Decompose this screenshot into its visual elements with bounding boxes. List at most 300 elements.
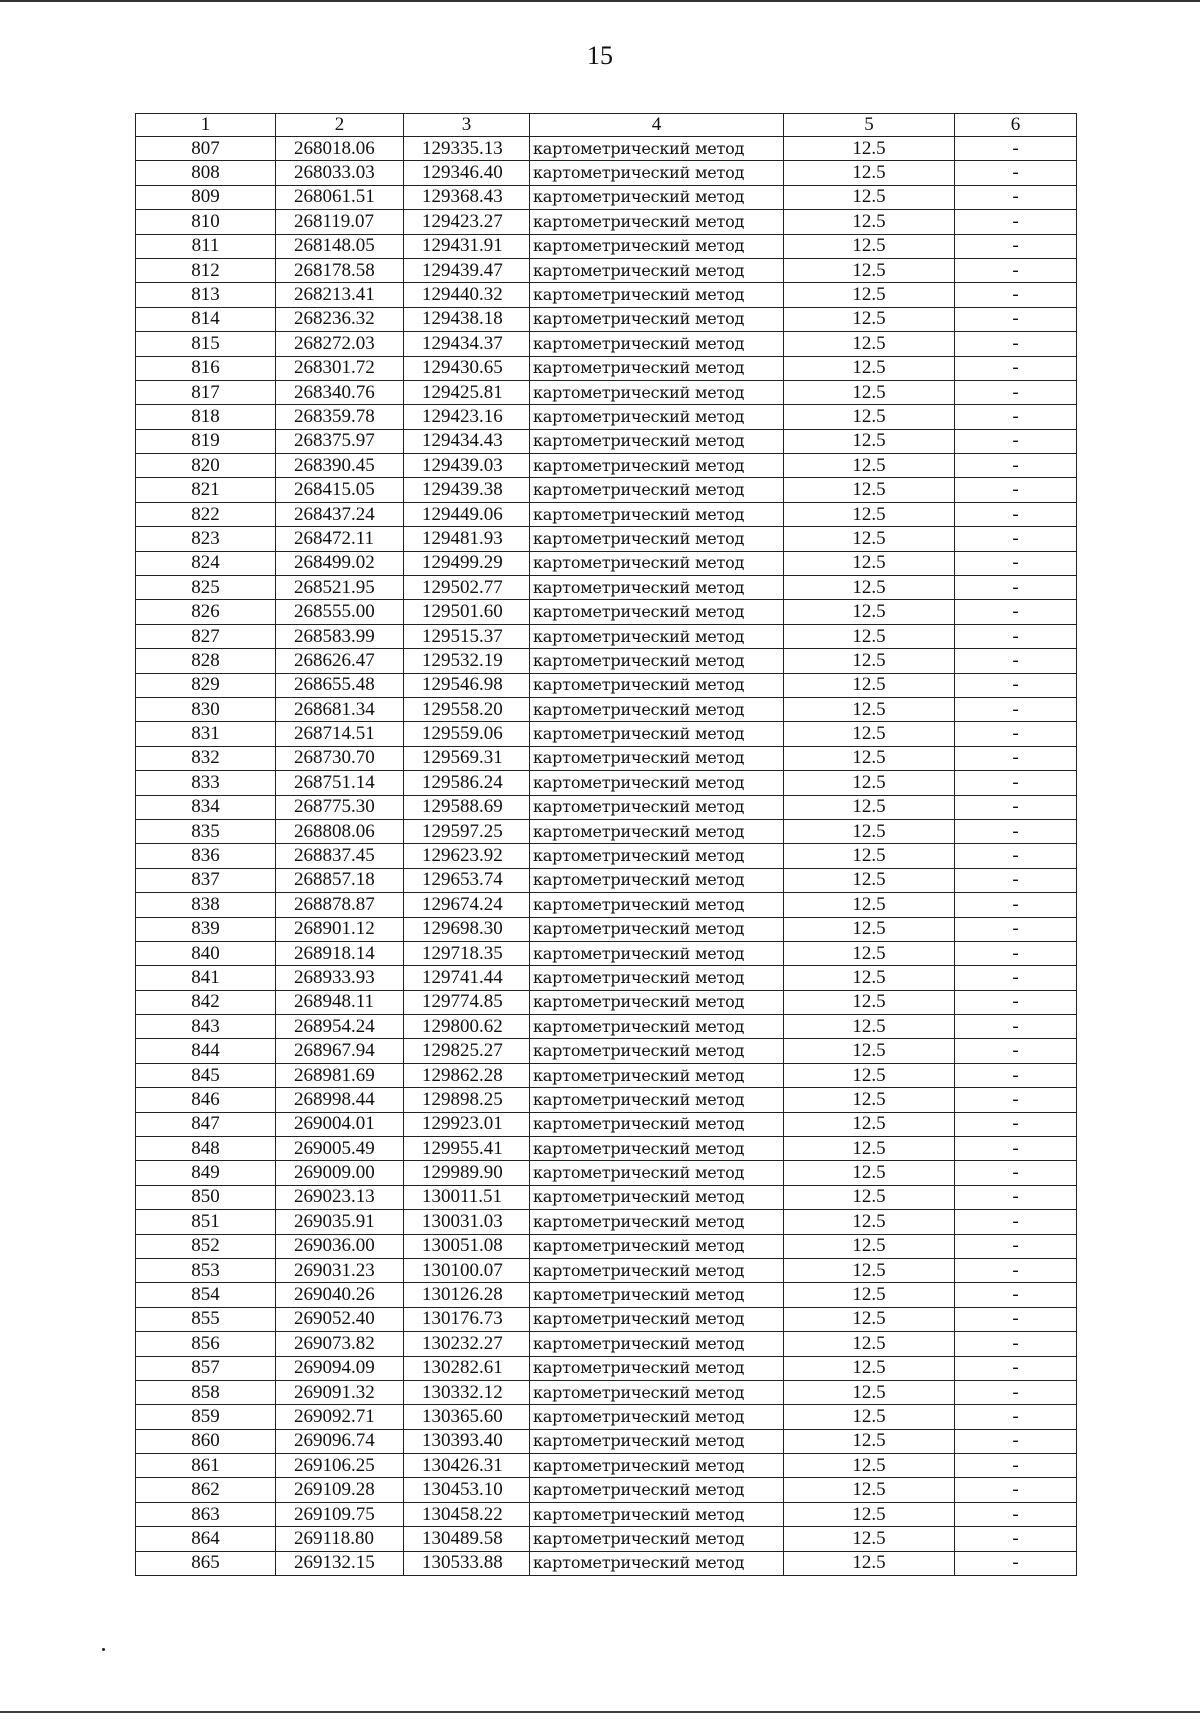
accuracy-cell: 12.5 <box>784 1063 955 1087</box>
method-cell: картометрический метод <box>530 1112 784 1136</box>
accuracy-cell: 12.5 <box>784 1112 955 1136</box>
accuracy-cell: 12.5 <box>784 356 955 380</box>
method-cell: картометрический метод <box>530 258 784 282</box>
table-row <box>136 673 1077 697</box>
method-cell: картометрический метод <box>530 1234 784 1258</box>
accuracy-cell: 12.5 <box>784 673 955 697</box>
x-coordinate-cell: 268236.32 <box>276 307 404 331</box>
note-cell: - <box>955 185 1077 209</box>
method-cell: картометрический метод <box>530 1063 784 1087</box>
y-coordinate-cell: 129862.28 <box>404 1063 530 1087</box>
note-cell: - <box>955 161 1077 185</box>
method-cell: картометрический метод <box>530 210 784 234</box>
point-number-cell: 810 <box>136 210 276 234</box>
x-coordinate-cell: 268730.70 <box>276 746 404 770</box>
y-coordinate-cell: 129653.74 <box>404 868 530 892</box>
x-coordinate-cell: 268808.06 <box>276 819 404 843</box>
accuracy-cell: 12.5 <box>784 185 955 209</box>
accuracy-cell: 12.5 <box>784 1405 955 1429</box>
method-cell: картометрический метод <box>530 649 784 673</box>
y-coordinate-cell: 129439.03 <box>404 454 530 478</box>
accuracy-cell: 12.5 <box>784 234 955 258</box>
table-row <box>136 893 1077 917</box>
x-coordinate-cell: 268119.07 <box>276 210 404 234</box>
point-number-cell: 826 <box>136 600 276 624</box>
point-number-cell: 827 <box>136 624 276 648</box>
point-number-cell: 818 <box>136 405 276 429</box>
table-row <box>136 1283 1077 1307</box>
note-cell: - <box>955 917 1077 941</box>
method-cell: картометрический метод <box>530 185 784 209</box>
note-cell: - <box>955 527 1077 551</box>
y-coordinate-cell: 130365.60 <box>404 1405 530 1429</box>
method-cell: картометрический метод <box>530 356 784 380</box>
y-coordinate-cell: 129335.13 <box>404 137 530 161</box>
method-cell: картометрический метод <box>530 1137 784 1161</box>
x-coordinate-cell: 268415.05 <box>276 478 404 502</box>
y-coordinate-cell: 130282.61 <box>404 1356 530 1380</box>
point-number-cell: 820 <box>136 454 276 478</box>
method-cell: картометрический метод <box>530 429 784 453</box>
point-number-cell: 849 <box>136 1161 276 1185</box>
accuracy-cell: 12.5 <box>784 1454 955 1478</box>
accuracy-cell: 12.5 <box>784 771 955 795</box>
note-cell: - <box>955 990 1077 1014</box>
method-cell: картометрический метод <box>530 1161 784 1185</box>
point-number-cell: 858 <box>136 1380 276 1404</box>
method-cell: картометрический метод <box>530 1405 784 1429</box>
accuracy-cell: 12.5 <box>784 1527 955 1551</box>
y-coordinate-cell: 129532.19 <box>404 649 530 673</box>
table-row <box>136 380 1077 404</box>
note-cell: - <box>955 1551 1077 1575</box>
table-row <box>136 1551 1077 1575</box>
note-cell: - <box>955 868 1077 892</box>
x-coordinate-cell: 268948.11 <box>276 990 404 1014</box>
point-number-cell: 842 <box>136 990 276 1014</box>
y-coordinate-cell: 130393.40 <box>404 1429 530 1453</box>
accuracy-cell: 12.5 <box>784 844 955 868</box>
y-coordinate-cell: 129698.30 <box>404 917 530 941</box>
accuracy-cell: 12.5 <box>784 1356 955 1380</box>
note-cell: - <box>955 746 1077 770</box>
x-coordinate-cell: 269094.09 <box>276 1356 404 1380</box>
table-row <box>136 405 1077 429</box>
note-cell: - <box>955 1015 1077 1039</box>
accuracy-cell: 12.5 <box>784 917 955 941</box>
accuracy-cell: 12.5 <box>784 819 955 843</box>
point-number-cell: 855 <box>136 1307 276 1331</box>
y-coordinate-cell: 129423.16 <box>404 405 530 429</box>
accuracy-cell: 12.5 <box>784 600 955 624</box>
method-cell: картометрический метод <box>530 332 784 356</box>
y-coordinate-cell: 130011.51 <box>404 1185 530 1209</box>
x-coordinate-cell: 268655.48 <box>276 673 404 697</box>
y-coordinate-cell: 129425.81 <box>404 380 530 404</box>
y-coordinate-cell: 129741.44 <box>404 966 530 990</box>
table-body <box>136 137 1077 1576</box>
point-number-cell: 813 <box>136 283 276 307</box>
method-cell: картометрический метод <box>530 600 784 624</box>
header-col-5: 5 <box>784 114 955 137</box>
page-number: 15 <box>587 41 613 70</box>
method-cell: картометрический метод <box>530 795 784 819</box>
header-col-4: 4 <box>530 114 784 137</box>
note-cell: - <box>955 844 1077 868</box>
x-coordinate-cell: 268981.69 <box>276 1063 404 1087</box>
point-number-cell: 817 <box>136 380 276 404</box>
point-number-cell: 840 <box>136 941 276 965</box>
table-row <box>136 990 1077 1014</box>
y-coordinate-cell: 129597.25 <box>404 819 530 843</box>
table-row <box>136 161 1077 185</box>
x-coordinate-cell: 269004.01 <box>276 1112 404 1136</box>
accuracy-cell: 12.5 <box>784 380 955 404</box>
x-coordinate-cell: 268301.72 <box>276 356 404 380</box>
point-number-cell: 807 <box>136 137 276 161</box>
table-row <box>136 819 1077 843</box>
y-coordinate-cell: 129674.24 <box>404 893 530 917</box>
note-cell: - <box>955 1039 1077 1063</box>
point-number-cell: 830 <box>136 697 276 721</box>
table-row <box>136 1258 1077 1282</box>
table-row <box>136 1502 1077 1526</box>
x-coordinate-cell: 268390.45 <box>276 454 404 478</box>
note-cell: - <box>955 478 1077 502</box>
point-number-cell: 831 <box>136 722 276 746</box>
accuracy-cell: 12.5 <box>784 1161 955 1185</box>
table-row <box>136 917 1077 941</box>
note-cell: - <box>955 966 1077 990</box>
x-coordinate-cell: 269036.00 <box>276 1234 404 1258</box>
point-number-cell: 837 <box>136 868 276 892</box>
note-cell: - <box>955 1478 1077 1502</box>
point-number-cell: 819 <box>136 429 276 453</box>
accuracy-cell: 12.5 <box>784 210 955 234</box>
table-row <box>136 576 1077 600</box>
y-coordinate-cell: 129774.85 <box>404 990 530 1014</box>
y-coordinate-cell: 129955.41 <box>404 1137 530 1161</box>
point-number-cell: 838 <box>136 893 276 917</box>
note-cell: - <box>955 1234 1077 1258</box>
table-row <box>136 1161 1077 1185</box>
accuracy-cell: 12.5 <box>784 966 955 990</box>
method-cell: картометрический метод <box>530 283 784 307</box>
scan-edge-top <box>0 0 1200 2</box>
note-cell: - <box>955 1210 1077 1234</box>
x-coordinate-cell: 269092.71 <box>276 1405 404 1429</box>
accuracy-cell: 12.5 <box>784 332 955 356</box>
x-coordinate-cell: 268933.93 <box>276 966 404 990</box>
note-cell: - <box>955 210 1077 234</box>
header-row <box>136 114 1077 137</box>
table-row <box>136 234 1077 258</box>
x-coordinate-cell: 269109.75 <box>276 1502 404 1526</box>
point-number-cell: 863 <box>136 1502 276 1526</box>
method-cell: картометрический метод <box>530 893 784 917</box>
x-coordinate-cell: 268714.51 <box>276 722 404 746</box>
accuracy-cell: 12.5 <box>784 990 955 1014</box>
y-coordinate-cell: 129440.32 <box>404 283 530 307</box>
x-coordinate-cell: 269009.00 <box>276 1161 404 1185</box>
method-cell: картометрический метод <box>530 1429 784 1453</box>
note-cell: - <box>955 576 1077 600</box>
point-number-cell: 845 <box>136 1063 276 1087</box>
note-cell: - <box>955 454 1077 478</box>
point-number-cell: 843 <box>136 1015 276 1039</box>
y-coordinate-cell: 129434.43 <box>404 429 530 453</box>
table-row <box>136 771 1077 795</box>
method-cell: картометрический метод <box>530 1185 784 1209</box>
table-row <box>136 307 1077 331</box>
method-cell: картометрический метод <box>530 161 784 185</box>
x-coordinate-cell: 268018.06 <box>276 137 404 161</box>
y-coordinate-cell: 129515.37 <box>404 624 530 648</box>
accuracy-cell: 12.5 <box>784 527 955 551</box>
y-coordinate-cell: 129431.91 <box>404 234 530 258</box>
accuracy-cell: 12.5 <box>784 1478 955 1502</box>
method-cell: картометрический метод <box>530 307 784 331</box>
point-number-cell: 836 <box>136 844 276 868</box>
note-cell: - <box>955 502 1077 526</box>
method-cell: картометрический метод <box>530 576 784 600</box>
accuracy-cell: 12.5 <box>784 1380 955 1404</box>
x-coordinate-cell: 268359.78 <box>276 405 404 429</box>
note-cell: - <box>955 697 1077 721</box>
method-cell: картометрический метод <box>530 234 784 258</box>
x-coordinate-cell: 268751.14 <box>276 771 404 795</box>
table-row <box>136 356 1077 380</box>
note-cell: - <box>955 429 1077 453</box>
table-row <box>136 1063 1077 1087</box>
table-row <box>136 551 1077 575</box>
accuracy-cell: 12.5 <box>784 283 955 307</box>
accuracy-cell: 12.5 <box>784 502 955 526</box>
y-coordinate-cell: 130489.58 <box>404 1527 530 1551</box>
method-cell: картометрический метод <box>530 966 784 990</box>
header-col-6: 6 <box>955 114 1077 137</box>
note-cell: - <box>955 1161 1077 1185</box>
point-number-cell: 847 <box>136 1112 276 1136</box>
table-row <box>136 1307 1077 1331</box>
method-cell: картометрический метод <box>530 819 784 843</box>
x-coordinate-cell: 269096.74 <box>276 1429 404 1453</box>
y-coordinate-cell: 129825.27 <box>404 1039 530 1063</box>
point-number-cell: 841 <box>136 966 276 990</box>
method-cell: картометрический метод <box>530 1088 784 1112</box>
x-coordinate-cell: 268033.03 <box>276 161 404 185</box>
method-cell: картометрический метод <box>530 502 784 526</box>
method-cell: картометрический метод <box>530 868 784 892</box>
table-row <box>136 258 1077 282</box>
x-coordinate-cell: 269091.32 <box>276 1380 404 1404</box>
table-row <box>136 649 1077 673</box>
note-cell: - <box>955 283 1077 307</box>
x-coordinate-cell: 269052.40 <box>276 1307 404 1331</box>
note-cell: - <box>955 1429 1077 1453</box>
x-coordinate-cell: 268555.00 <box>276 600 404 624</box>
note-cell: - <box>955 624 1077 648</box>
note-cell: - <box>955 1063 1077 1087</box>
point-number-cell: 832 <box>136 746 276 770</box>
y-coordinate-cell: 129546.98 <box>404 673 530 697</box>
method-cell: картометрический метод <box>530 771 784 795</box>
note-cell: - <box>955 649 1077 673</box>
accuracy-cell: 12.5 <box>784 1234 955 1258</box>
x-coordinate-cell: 269040.26 <box>276 1283 404 1307</box>
x-coordinate-cell: 268272.03 <box>276 332 404 356</box>
note-cell: - <box>955 551 1077 575</box>
table-row <box>136 697 1077 721</box>
point-number-cell: 854 <box>136 1283 276 1307</box>
note-cell: - <box>955 600 1077 624</box>
accuracy-cell: 12.5 <box>784 478 955 502</box>
note-cell: - <box>955 258 1077 282</box>
note-cell: - <box>955 1185 1077 1209</box>
accuracy-cell: 12.5 <box>784 649 955 673</box>
note-cell: - <box>955 1307 1077 1331</box>
scan-speck <box>102 1648 105 1651</box>
point-number-cell: 853 <box>136 1258 276 1282</box>
point-number-cell: 823 <box>136 527 276 551</box>
note-cell: - <box>955 771 1077 795</box>
accuracy-cell: 12.5 <box>784 576 955 600</box>
point-number-cell: 821 <box>136 478 276 502</box>
table-row <box>136 1527 1077 1551</box>
table-row <box>136 185 1077 209</box>
point-number-cell: 815 <box>136 332 276 356</box>
accuracy-cell: 12.5 <box>784 161 955 185</box>
accuracy-cell: 12.5 <box>784 722 955 746</box>
accuracy-cell: 12.5 <box>784 697 955 721</box>
point-number-cell: 865 <box>136 1551 276 1575</box>
point-number-cell: 864 <box>136 1527 276 1551</box>
table-row <box>136 1405 1077 1429</box>
x-coordinate-cell: 268681.34 <box>276 697 404 721</box>
note-cell: - <box>955 795 1077 819</box>
table-row <box>136 1234 1077 1258</box>
method-cell: картометрический метод <box>530 624 784 648</box>
accuracy-cell: 12.5 <box>784 941 955 965</box>
table-header <box>136 114 1077 137</box>
x-coordinate-cell: 268998.44 <box>276 1088 404 1112</box>
table-row <box>136 1356 1077 1380</box>
table-row <box>136 868 1077 892</box>
point-number-cell: 850 <box>136 1185 276 1209</box>
table-row <box>136 527 1077 551</box>
table-row <box>136 1088 1077 1112</box>
point-number-cell: 857 <box>136 1356 276 1380</box>
accuracy-cell: 12.5 <box>784 1039 955 1063</box>
point-number-cell: 852 <box>136 1234 276 1258</box>
x-coordinate-cell: 268178.58 <box>276 258 404 282</box>
note-cell: - <box>955 332 1077 356</box>
x-coordinate-cell: 268583.99 <box>276 624 404 648</box>
note-cell: - <box>955 941 1077 965</box>
accuracy-cell: 12.5 <box>784 893 955 917</box>
y-coordinate-cell: 129439.38 <box>404 478 530 502</box>
point-number-cell: 851 <box>136 1210 276 1234</box>
note-cell: - <box>955 1380 1077 1404</box>
point-number-cell: 808 <box>136 161 276 185</box>
x-coordinate-cell: 268837.45 <box>276 844 404 868</box>
table-row <box>136 624 1077 648</box>
x-coordinate-cell: 268901.12 <box>276 917 404 941</box>
method-cell: картометрический метод <box>530 1356 784 1380</box>
method-cell: картометрический метод <box>530 1478 784 1502</box>
table-row <box>136 1332 1077 1356</box>
y-coordinate-cell: 129989.90 <box>404 1161 530 1185</box>
scan-edge-bottom <box>0 1711 1200 1713</box>
note-cell: - <box>955 1502 1077 1526</box>
accuracy-cell: 12.5 <box>784 1332 955 1356</box>
note-cell: - <box>955 1356 1077 1380</box>
table-row <box>136 502 1077 526</box>
point-number-cell: 859 <box>136 1405 276 1429</box>
x-coordinate-cell: 268340.76 <box>276 380 404 404</box>
point-number-cell: 829 <box>136 673 276 697</box>
x-coordinate-cell: 269005.49 <box>276 1137 404 1161</box>
table-row <box>136 966 1077 990</box>
note-cell: - <box>955 356 1077 380</box>
method-cell: картометрический метод <box>530 990 784 1014</box>
table-row <box>136 600 1077 624</box>
x-coordinate-cell: 268375.97 <box>276 429 404 453</box>
table-row <box>136 1039 1077 1063</box>
accuracy-cell: 12.5 <box>784 454 955 478</box>
x-coordinate-cell: 268775.30 <box>276 795 404 819</box>
point-number-cell: 856 <box>136 1332 276 1356</box>
y-coordinate-cell: 129430.65 <box>404 356 530 380</box>
y-coordinate-cell: 129434.37 <box>404 332 530 356</box>
y-coordinate-cell: 129502.77 <box>404 576 530 600</box>
accuracy-cell: 12.5 <box>784 1258 955 1282</box>
y-coordinate-cell: 129588.69 <box>404 795 530 819</box>
accuracy-cell: 12.5 <box>784 429 955 453</box>
note-cell: - <box>955 1527 1077 1551</box>
x-coordinate-cell: 268878.87 <box>276 893 404 917</box>
note-cell: - <box>955 1283 1077 1307</box>
method-cell: картометрический метод <box>530 1454 784 1478</box>
x-coordinate-cell: 268967.94 <box>276 1039 404 1063</box>
accuracy-cell: 12.5 <box>784 1502 955 1526</box>
method-cell: картометрический метод <box>530 673 784 697</box>
method-cell: картометрический метод <box>530 454 784 478</box>
y-coordinate-cell: 129558.20 <box>404 697 530 721</box>
table-row <box>136 795 1077 819</box>
point-number-cell: 860 <box>136 1429 276 1453</box>
point-number-cell: 861 <box>136 1454 276 1478</box>
table-row <box>136 746 1077 770</box>
y-coordinate-cell: 129586.24 <box>404 771 530 795</box>
method-cell: картометрический метод <box>530 1332 784 1356</box>
accuracy-cell: 12.5 <box>784 137 955 161</box>
table-row <box>136 210 1077 234</box>
y-coordinate-cell: 129569.31 <box>404 746 530 770</box>
note-cell: - <box>955 1112 1077 1136</box>
x-coordinate-cell: 268437.24 <box>276 502 404 526</box>
y-coordinate-cell: 130458.22 <box>404 1502 530 1526</box>
method-cell: картометрический метод <box>530 137 784 161</box>
accuracy-cell: 12.5 <box>784 746 955 770</box>
y-coordinate-cell: 129499.29 <box>404 551 530 575</box>
y-coordinate-cell: 129438.18 <box>404 307 530 331</box>
method-cell: картометрический метод <box>530 722 784 746</box>
y-coordinate-cell: 130051.08 <box>404 1234 530 1258</box>
table-row <box>136 722 1077 746</box>
table-row <box>136 137 1077 161</box>
x-coordinate-cell: 268626.47 <box>276 649 404 673</box>
